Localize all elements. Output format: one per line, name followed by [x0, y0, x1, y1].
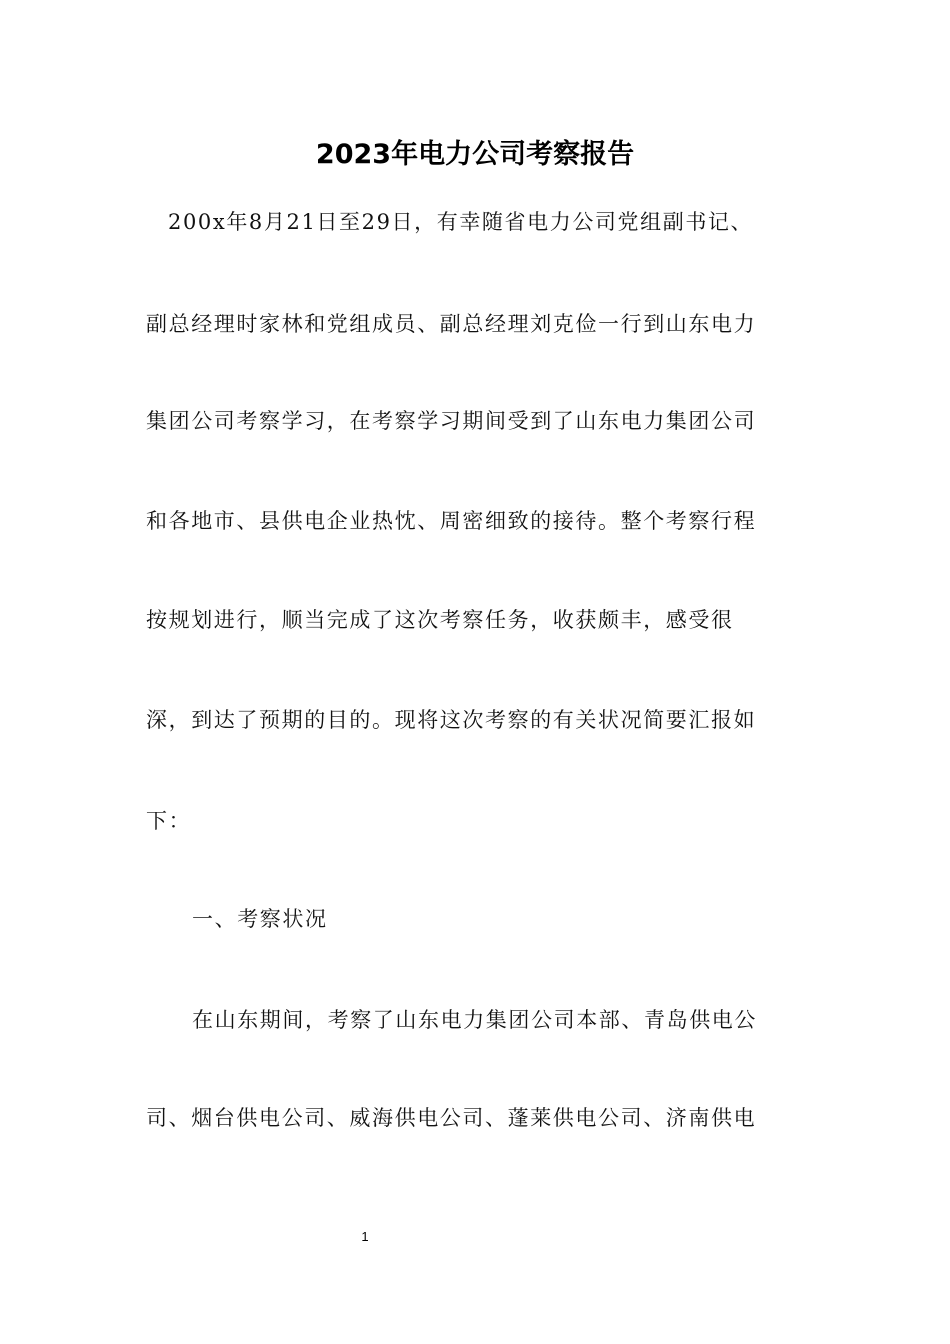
section-heading: 一、考察状况	[192, 907, 328, 931]
paragraph-line: 200x年8月21日至29日，有幸随省电力公司党组副书记、	[168, 210, 754, 234]
paragraph-line: 按规划进行，顺当完成了这次考察任务，收获颇丰，感受很	[146, 608, 734, 632]
paragraph-line: 副总经理时家林和党组成员、副总经理刘克俭一行到山东电力	[146, 312, 757, 336]
paragraph-line: 和各地市、县供电企业热忱、周密细致的接待。整个考察行程	[146, 509, 757, 533]
paragraph-line: 司、烟台供电公司、威海供电公司、蓬莱供电公司、济南供电	[146, 1106, 757, 1130]
paragraph-line: 下：	[146, 809, 192, 833]
page-number: 1	[361, 1229, 369, 1244]
paragraph-line: 深，到达了预期的目的。现将这次考察的有关状况简要汇报如	[146, 708, 757, 732]
document-title: 2023年电力公司考察报告	[315, 139, 635, 170]
paragraph-line: 在山东期间，考察了山东电力集团公司本部、青岛供电公	[192, 1008, 757, 1032]
paragraph-line: 集团公司考察学习，在考察学习期间受到了山东电力集团公司	[146, 409, 757, 433]
